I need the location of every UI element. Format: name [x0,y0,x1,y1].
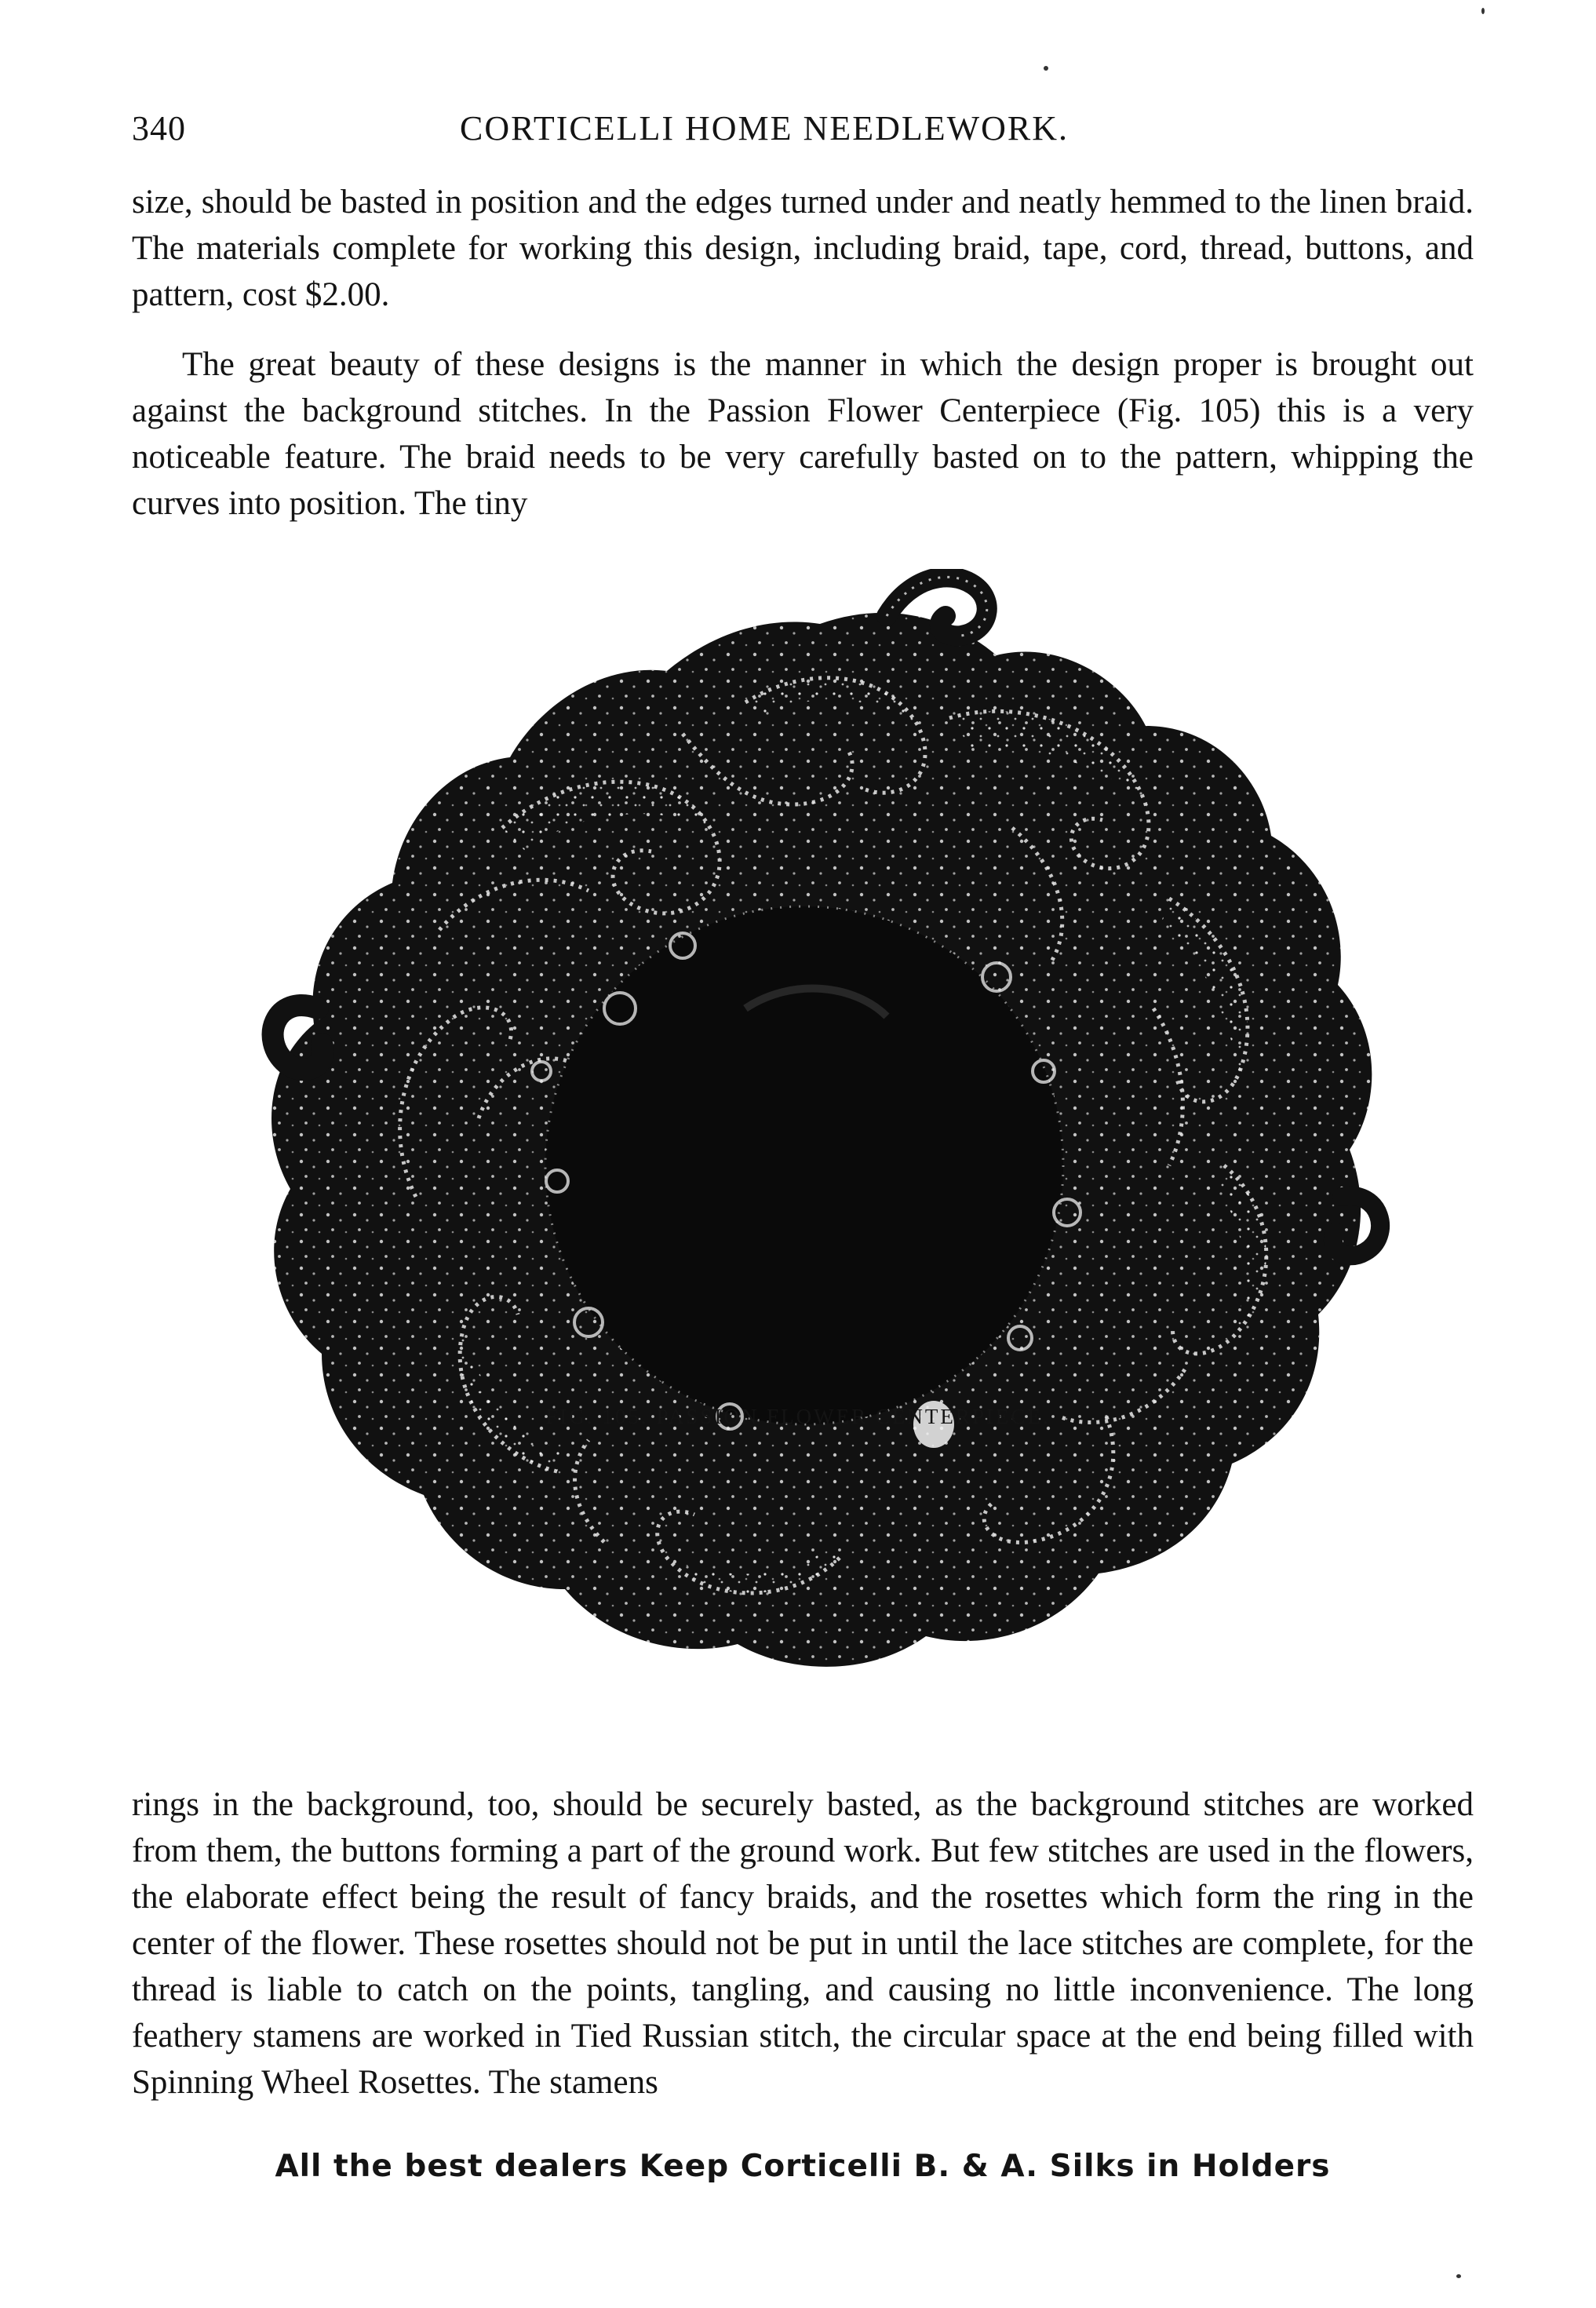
scan-speck [1481,8,1485,14]
scan-speck [1456,2274,1461,2278]
running-head [132,108,1474,155]
running-head-title: CORTICELLI HOME NEEDLEWORK. [460,109,1069,148]
figure-centerpiece-illustration [243,569,1397,1691]
page-number: 340 [132,109,186,148]
paragraph-design-beauty: The great beauty of these designs is the manner in which the design proper is brought out against the background stitches. In the Passion Flower Centerpiece (Fig. 105) this is a very noticeable feature. The braid needs to be very carefully basted on to the pattern, whipping the curves into position. The tiny [132,346,1474,522]
paragraph-continued: size, should be basted in position and the edges turned under and neatly hemmed to the linen braid. The materials complete for working this design, including braid, tape, cord, thread, buttons, and pattern, cost $2.00. [132,184,1474,313]
body-text-top [132,179,1474,527]
figure-caption: FIG. 105. PASSION FLOWER CENTERPIECE. [545,1405,1051,1428]
paragraph-rings: rings in the background, too, should be securely basted, as the background stitches are worked from them, the buttons forming a part of the ground work. But few stitches are used in the flowers, the elaborate effect being the result of fancy braids, and the rosettes which form the ring in the center of the flower. These rosettes should not be put in until the lace stitches are complete, for the thread is liable to catch on the points, tangling, and causing no little inconvenience. The long feathery stamens are worked in Tied Russian stitch, the circular space at the end being filled with Spinning Wheel Rosettes. The stamens [132,1786,1474,2101]
centerpiece-illustration [243,569,1397,1691]
scan-speck [1044,66,1048,71]
left-curl-ornament [273,1005,323,1070]
body-text-bottom [132,1781,1474,2106]
advertisement-footer: All the best dealers Keep Corticelli B. & A. Silks in Holders [275,2149,1331,2184]
